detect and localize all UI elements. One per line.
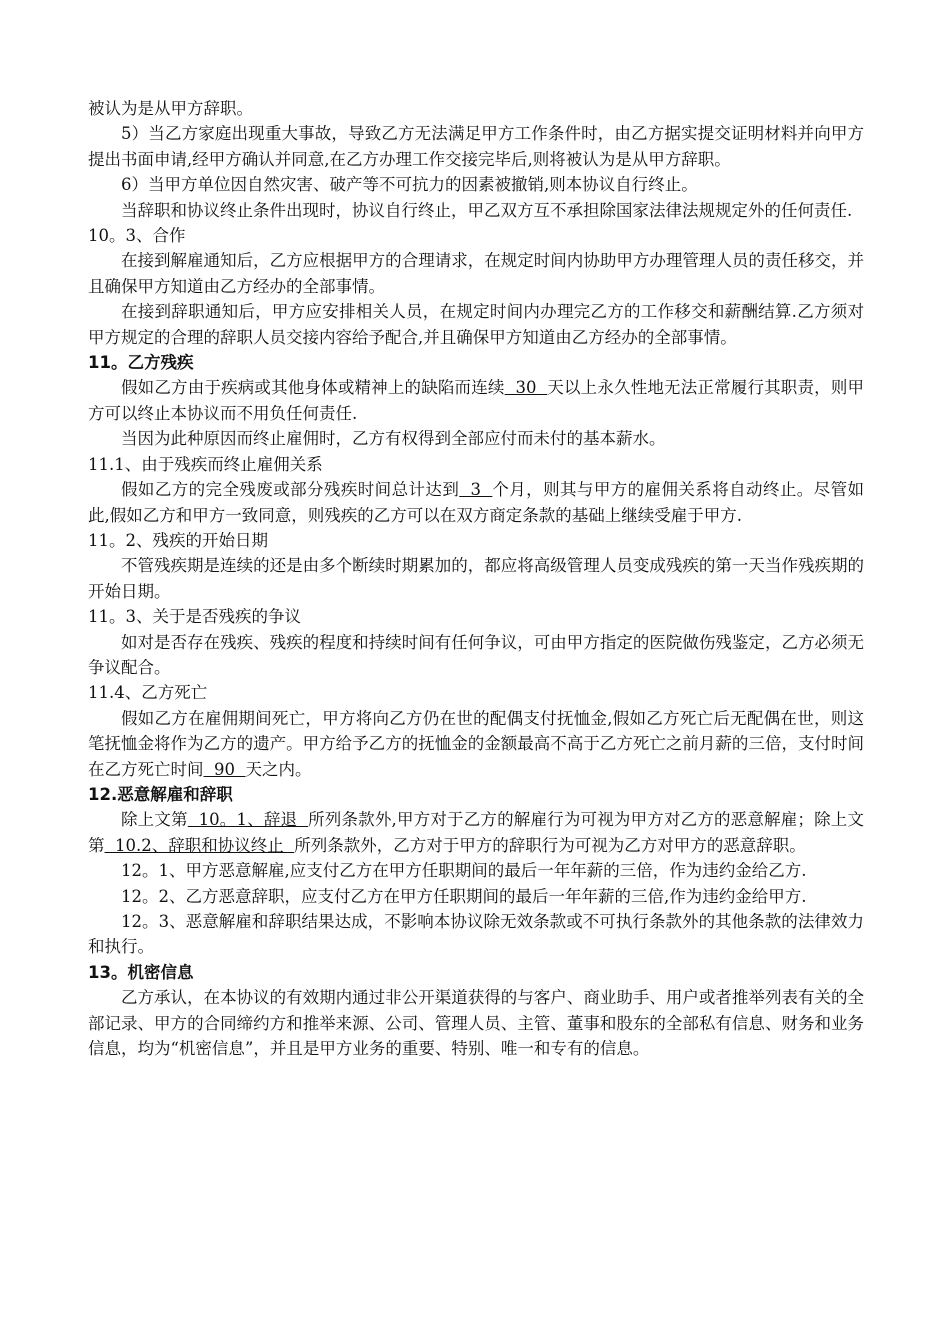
paragraph: 5）当乙方家庭出现重大事故，导致乙方无法满足甲方工作条件时，由乙方据实提交证明材料并向甲方提出书面申请,经甲方确认并同意,在乙方办理工作交接完毕后,则将被认为是从甲方辞职。 xyxy=(88,124,864,169)
subsection-heading: 11.1、由于残疾而终止雇佣关系 xyxy=(88,454,323,474)
paragraph: 12。2、乙方恶意辞职，应支付乙方在甲方任职期间的最后一年年薪的三倍,作为违约金给甲方. xyxy=(121,886,807,906)
subsection-heading: 11。3、关于是否残疾的争议 xyxy=(88,607,301,627)
paragraph: 12。3、恶意解雇和辞职结果达成，不影响本协议除无效条款或不可执行条款外的其他条款的法律效力和执行。 xyxy=(88,912,864,957)
paragraph xyxy=(88,375,864,426)
section-heading-13: 13。机密信息 xyxy=(88,962,194,982)
text: 天之内。 xyxy=(245,759,312,779)
subsection-heading: 11.4、乙方死亡 xyxy=(88,683,208,703)
blank-field-clause: 10。1、辞退 xyxy=(187,810,309,830)
text: 所列条款外,甲方对于乙方的解雇行为可视为甲方对乙方的恶意解雇；除上文第 xyxy=(88,810,864,855)
document-page xyxy=(88,96,864,1061)
paragraph: 如对是否存在残疾、残疾的程度和持续时间有任何争议，可由甲方指定的医院做伤残鉴定，乙方必须无争议配合。 xyxy=(88,632,864,677)
paragraph xyxy=(88,477,864,528)
text: 所列条款外，乙方对于甲方的辞职行为可视为乙方对甲方的恶意辞职。 xyxy=(294,835,806,855)
text: 个月，则其与甲方的雇佣关系将自动终止。尽管如此,假如乙方和甲方一致同意，则残疾的乙方可以在双方商定条款的基础上继续受雇于甲方. xyxy=(88,480,865,525)
subsection-heading: 10。3、合作 xyxy=(88,226,186,246)
text: 除上文第 xyxy=(121,810,188,830)
paragraph: 在接到辞职通知后，甲方应安排相关人员，在规定时间内办理完乙方的工作移交和薪酬结算.乙方须对甲方规定的合理的辞职人员交接内容给予配合,并且确保甲方知道由乙方经办的全部事情。 xyxy=(88,302,864,347)
blank-field-days: 90 xyxy=(203,759,246,779)
section-heading-11: 11。乙方残疾 xyxy=(88,353,194,373)
paragraph xyxy=(88,706,864,782)
text: 天以上永久性地无法正常履行其职责，则甲方可以终止本协议而不用负任何责任. xyxy=(88,378,865,423)
paragraph: 乙方承认，在本协议的有效期内通过非公开渠道获得的与客户、商业助手、用户或者推举列表有关的全部记录、甲方的合同缔约方和推举来源、公司、管理人员、主管、董事和股东的全部私有信息、财务和业务信息，均为“机密信息”，并且是甲方业务的重要、特别、唯一和专有的信息。 xyxy=(88,988,864,1059)
paragraph: 12。1、甲方恶意解雇,应支付乙方在甲方任职期间的最后一年年薪的三倍，作为违约金给乙方. xyxy=(121,861,807,881)
paragraph: 当因为此种原因而终止雇佣时，乙方有权得到全部应付而未付的基本薪水。 xyxy=(121,429,666,449)
text: 假如乙方在雇佣期间死亡，甲方将向乙方仍在世的配偶支付抚恤金,假如乙方死亡后无配偶在世，则这笔抚恤金将作为乙方的遗产。甲方给予乙方的抚恤金的金额最高不高于乙方死亡之前月薪的三倍，支付时间在乙方死亡时间 xyxy=(88,708,864,779)
paragraph: 6）当甲方单位因自然灾害、破产等不可抗力的因素被撤销,则本协议自行终止。 xyxy=(121,175,698,195)
paragraph: 在接到解雇通知后，乙方应根据甲方的合理请求，在规定时间内协助甲方办理管理人员的责任移交，并且确保甲方知道由乙方经办的全部事情。 xyxy=(88,251,864,296)
blank-field-months: 3 xyxy=(459,480,493,500)
paragraph: 被认为是从甲方辞职。 xyxy=(88,99,253,118)
paragraph: 不管残疾期是连续的还是由多个断续时期累加的，都应将高级管理人员变成残疾的第一天当作残疾期的开始日期。 xyxy=(88,556,864,601)
text: 假如乙方由于疾病或其他身体或精神上的缺陷而连续 xyxy=(121,378,505,398)
subsection-heading: 11。2、残疾的开始日期 xyxy=(88,530,268,550)
paragraph xyxy=(88,807,864,858)
section-heading-12: 12.恶意解雇和辞职 xyxy=(88,784,233,804)
text: 假如乙方的完全残废或部分残疾时间总计达到 xyxy=(121,480,460,500)
blank-field-clause: 10.2、辞职和协议终止 xyxy=(104,835,295,855)
blank-field-days: 30 xyxy=(504,378,548,398)
paragraph: 当辞职和协议终止条件出现时，协议自行终止，甲乙双方互不承担除国家法律法规规定外的任何责任. xyxy=(121,200,853,220)
